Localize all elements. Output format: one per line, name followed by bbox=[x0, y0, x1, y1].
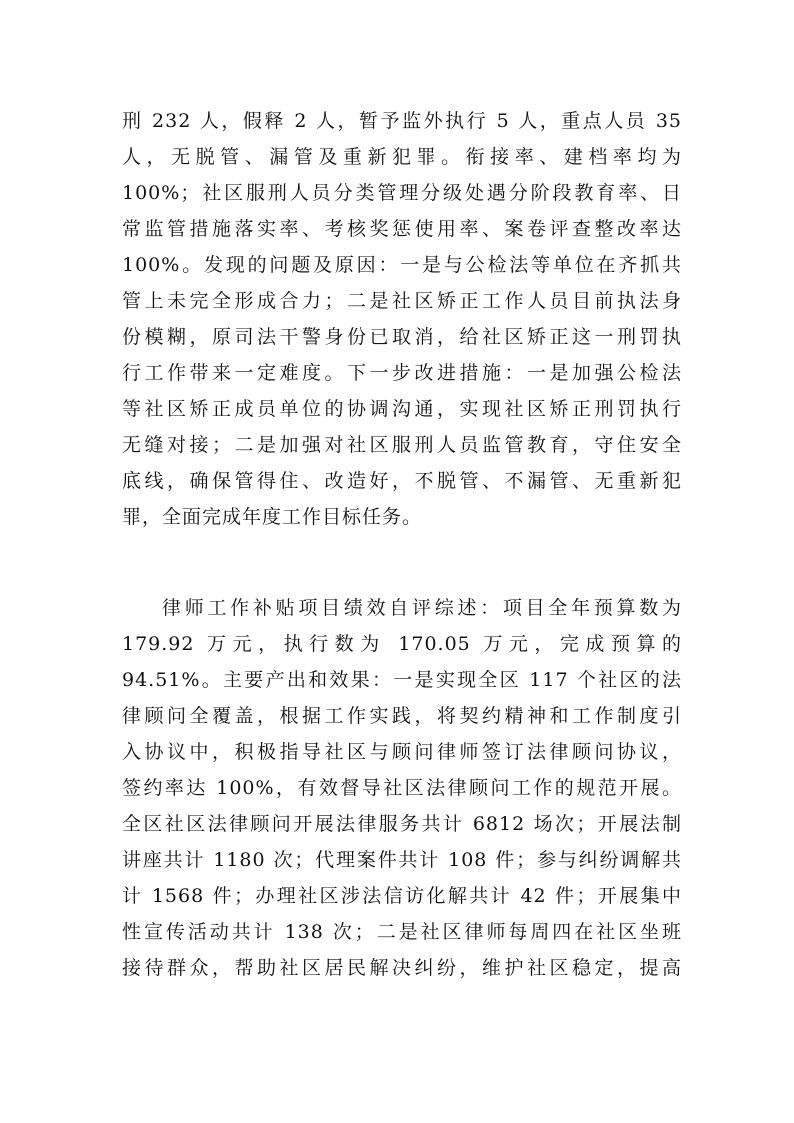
paragraph-line: 常监管措施落实率、考核奖惩使用率、案卷评查整改率达 bbox=[122, 218, 682, 240]
paragraph-line: 接待群众，帮助社区居民解决纠纷，维护社区稳定，提高 bbox=[122, 957, 682, 979]
paragraph-line: 行工作带来一定难度。下一步改进措施：一是加强公检法 bbox=[122, 362, 682, 384]
paragraph-line: 刑 232 人，假释 2 人，暂予监外执行 5 人，重点人员 35 bbox=[122, 110, 682, 132]
paragraph-line: 讲座共计 1180 次；代理案件共计 108 件；参与纠纷调解共 bbox=[122, 849, 682, 871]
paragraph-line: 签约率达 100%，有效督导社区法律顾问工作的规范开展。 bbox=[122, 777, 682, 799]
paragraph-line: 罪，全面完成年度工作目标任务。 bbox=[122, 506, 423, 528]
paragraph-line: 性宣传活动共计 138 次；二是社区律师每周四在社区坐班 bbox=[122, 921, 682, 943]
paragraph-line: 律师工作补贴项目绩效自评综述：项目全年预算数为 bbox=[162, 597, 682, 619]
paragraph-line: 管上未完全形成合力；二是社区矫正工作人员目前执法身 bbox=[122, 290, 682, 312]
paragraph-line: 100%。发现的问题及原因：一是与公检法等单位在齐抓共 bbox=[122, 254, 682, 276]
paragraph-line: 人，无脱管、漏管及重新犯罪。衔接率、建档率均为 bbox=[122, 146, 682, 168]
paragraph-line: 计 1568 件；办理社区涉法信访化解共计 42 件；开展集中 bbox=[122, 885, 682, 907]
paragraph-line: 等社区矫正成员单位的协调沟通，实现社区矫正刑罚执行 bbox=[122, 398, 682, 420]
paragraph-line: 律顾问全覆盖，根据工作实践，将契约精神和工作制度引 bbox=[122, 705, 682, 727]
paragraph-line: 入协议中，积极指导社区与顾问律师签订法律顾问协议， bbox=[122, 741, 682, 763]
paragraph-line: 无缝对接；二是加强对社区服刑人员监管教育，守住安全 bbox=[122, 434, 682, 456]
paragraph-community-correction bbox=[122, 103, 682, 535]
paragraph-line: 94.51%。主要产出和效果：一是实现全区 117 个社区的法 bbox=[122, 669, 682, 691]
paragraph-line: 全区社区法律顾问开展法律服务共计 6812 场次；开展法制 bbox=[122, 813, 682, 835]
paragraph-line: 179.92 万元，执行数为 170.05 万元，完成预算的 bbox=[122, 633, 682, 655]
paragraph-line: 底线，确保管得住、改造好，不脱管、不漏管、无重新犯 bbox=[122, 470, 682, 492]
paragraph-line: 100%；社区服刑人员分类管理分级处遇分阶段教育率、日 bbox=[122, 182, 682, 204]
paragraph-line: 份模糊，原司法干警身份已取消，给社区矫正这一刑罚执 bbox=[122, 326, 682, 348]
paragraph-lawyer-subsidy bbox=[122, 590, 682, 986]
